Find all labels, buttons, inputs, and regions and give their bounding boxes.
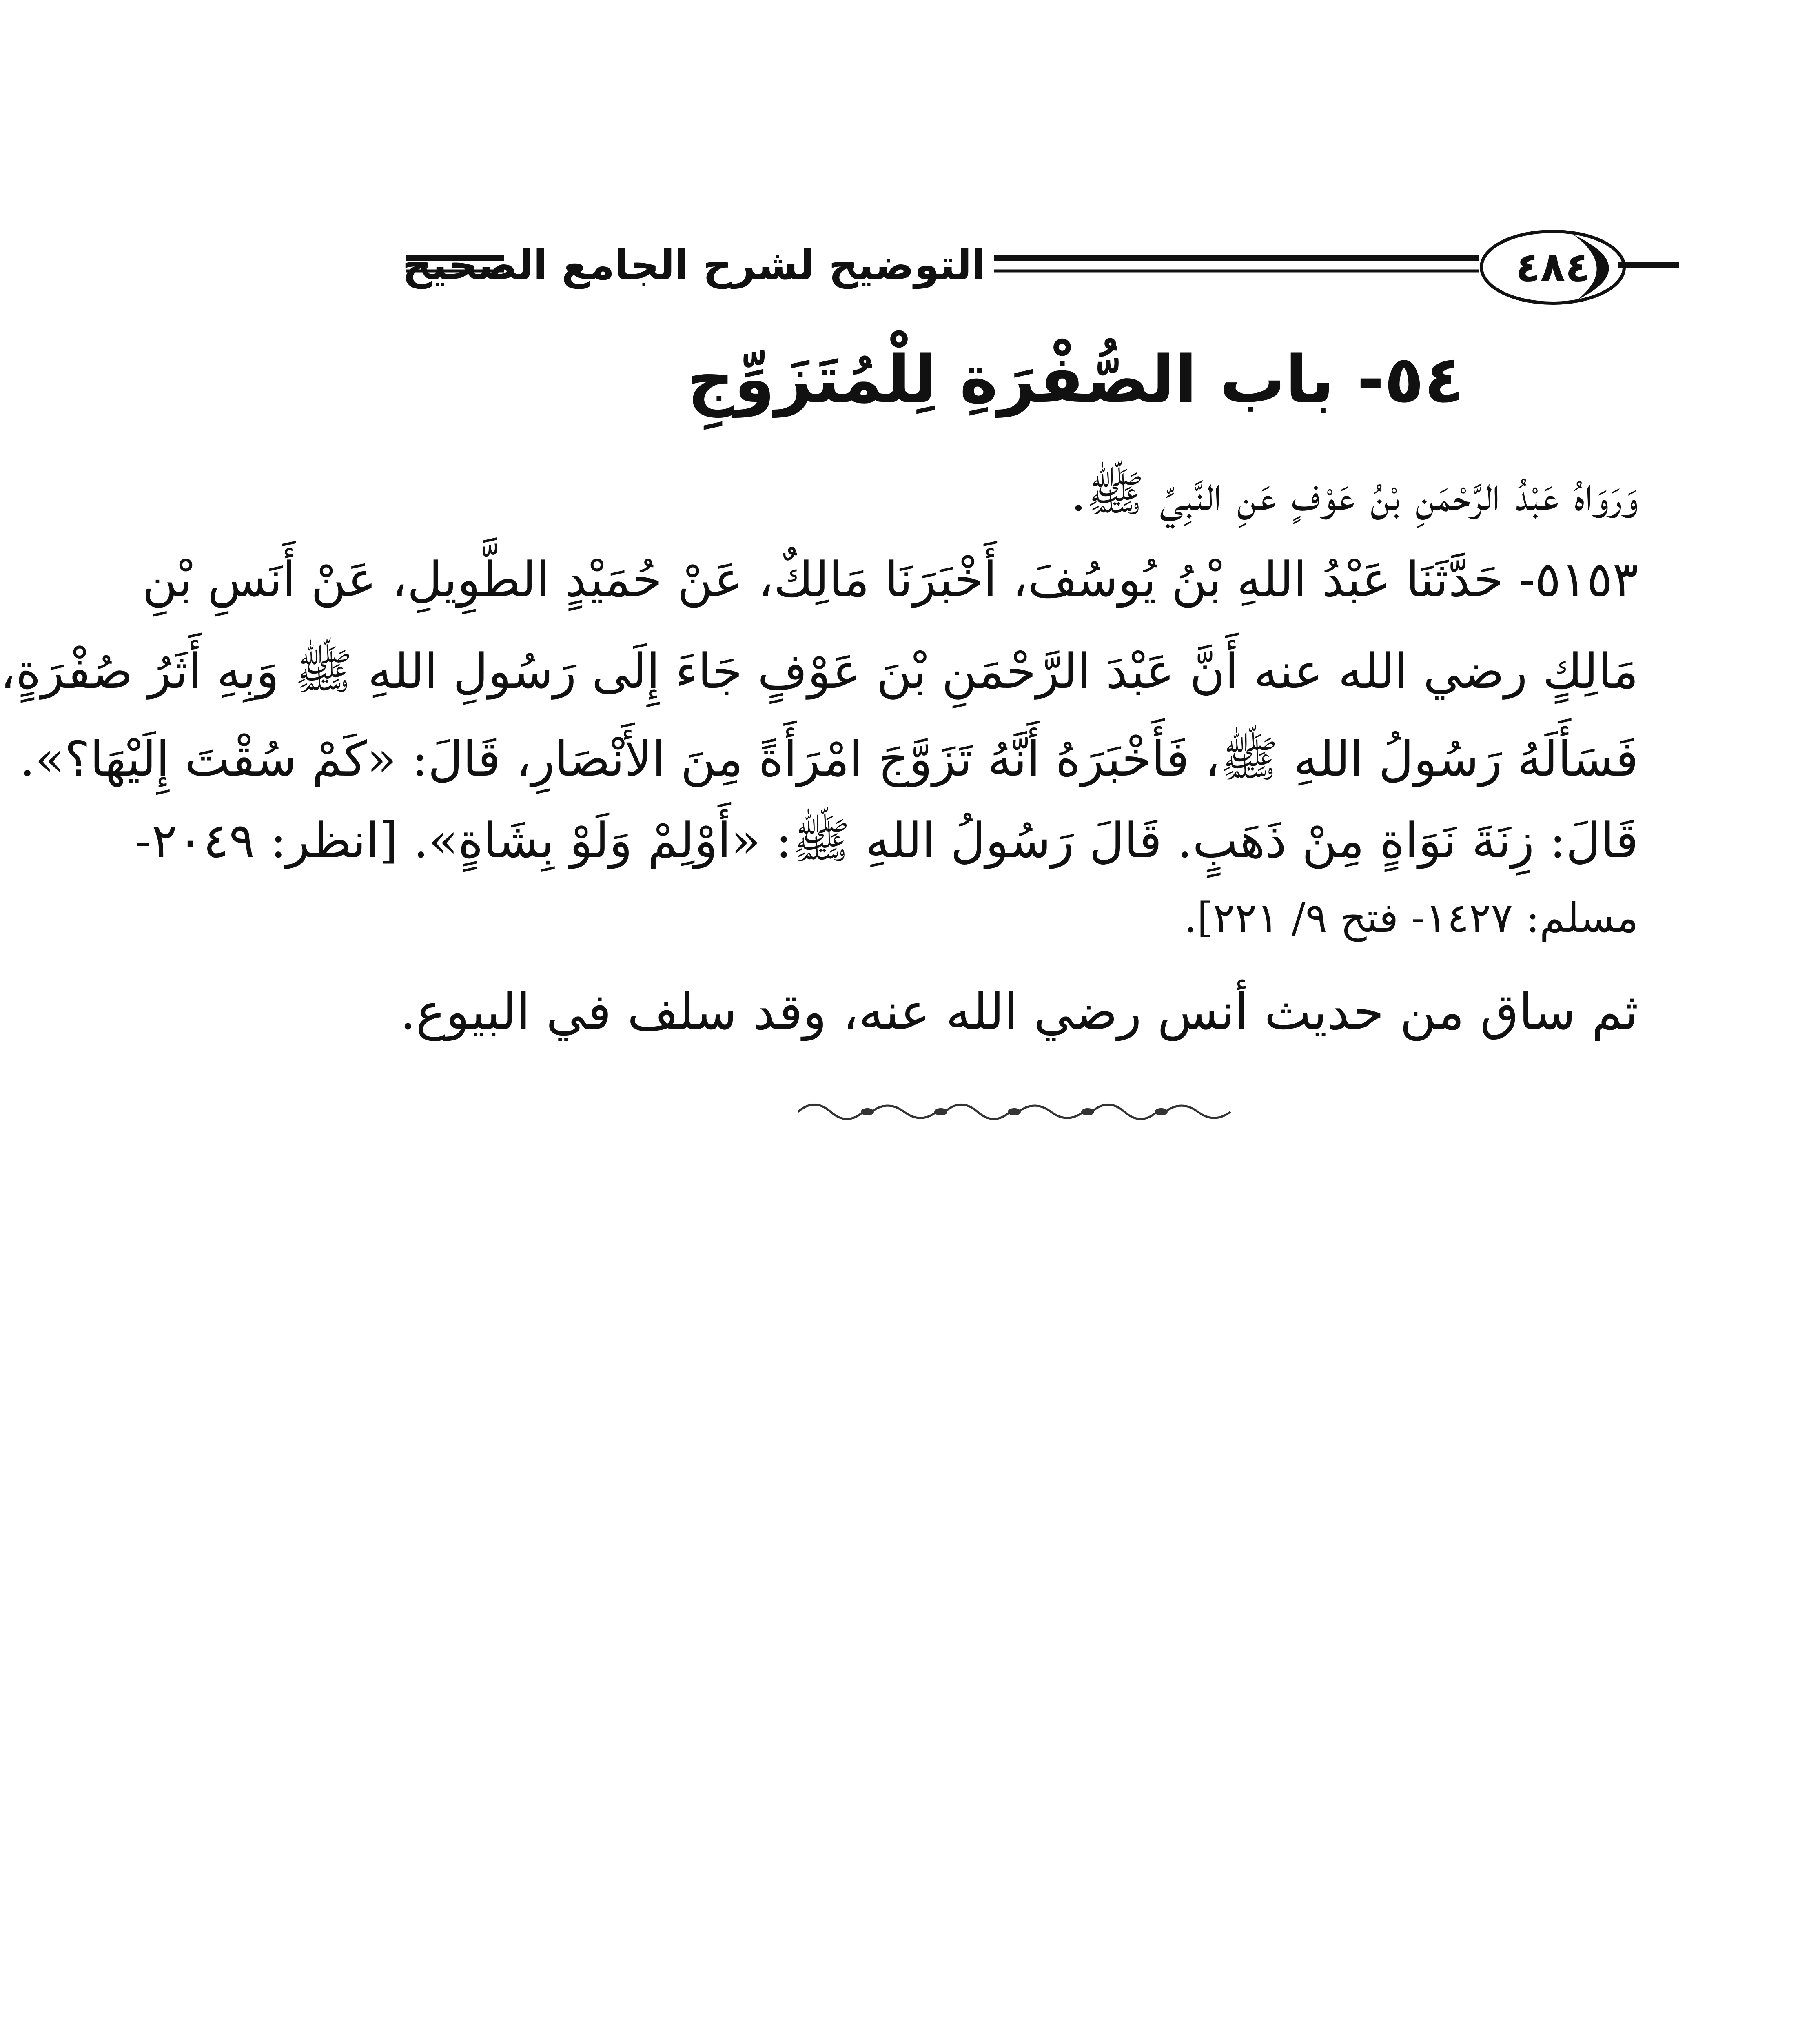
commentary-line: ثم ساق من حديث أنس رضي الله عنه، وقد سلف في البيوع.	[400, 983, 1638, 1041]
header-rules	[259, 0, 1820, 367]
page-number: ٤٨٤	[1515, 243, 1590, 291]
book-title: التوضيح لشرح الجامع الصحيح	[512, 228, 986, 302]
citation-line: مسلم: ١٤٢٧- فتح ٩/ ٢٢١].	[1184, 894, 1638, 942]
text-line: قَالَ: زِنَةَ نَوَاةٍ مِنْ ذَهَبٍ. قَالَ رَسُولُ اللهِ ﷺ: «أَوْلِمْ وَلَوْ بِشَاةٍ». [انظر: ٢٠٤٩-	[135, 812, 1638, 869]
running-header	[259, 0, 1820, 367]
chapter-heading: ٥٤- باب الصُّفْرَةِ لِلْمُتَزَوِّجِ	[687, 341, 1464, 417]
floral-divider-icon	[790, 1093, 1239, 1130]
text-line: ٥١٥٣- حَدَّثَنَا عَبْدُ اللهِ بْنُ يُوسُفَ، أَخْبَرَنَا مَالِكٌ، عَنْ حُمَيْدٍ الطَّوِيلِ، عَنْ أَنَسِ بْنِ	[142, 551, 1638, 608]
text-line: وَرَوَاهُ عَبْدُ الرَّحْمَنِ بْنُ عَوْفٍ عَنِ النَّبِيِّ ﷺ.	[1071, 466, 1638, 522]
text-line: مَالِكٍ رضي الله عنه أَنَّ عَبْدَ الرَّحْمَنِ بْنَ عَوْفٍ جَاءَ إِلَى رَسُولِ اللهِ ﷺ وَبِهِ أَثَرُ صُفْرَةٍ،	[0, 643, 1638, 699]
text-line: فَسَأَلَهُ رَسُولُ اللهِ ﷺ، فَأَخْبَرَهُ أَنَّهُ تَزَوَّجَ امْرَأَةً مِنَ الأَنْصَارِ، قَالَ: «كَمْ سُقْتَ إِلَيْهَا؟».	[20, 731, 1638, 787]
